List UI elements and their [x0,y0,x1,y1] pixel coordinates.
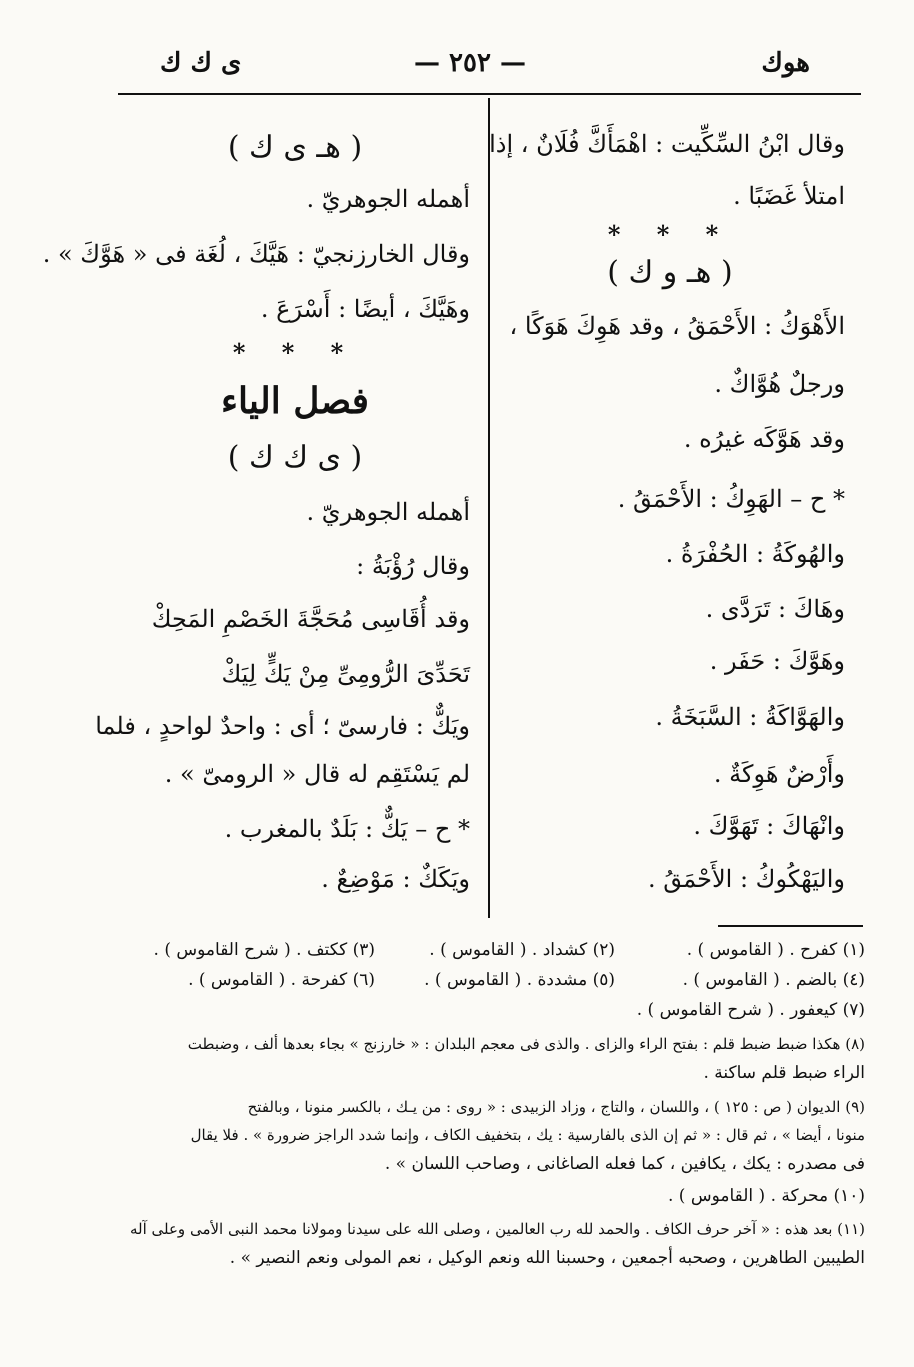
left-column [42,100,470,920]
section-separator: * * * [232,338,358,367]
footnote: الراء ضبط قلم ساكنة . [703,1063,865,1083]
entry-line: وقال رُؤْبَةُ : [356,552,470,580]
section-separator: * * * [607,220,733,249]
footnote: فى مصدره : يكك ، يكافين ، كما فعله الصاغانى ، وصاحب اللسان » . [384,1154,865,1174]
entry-line: وهَيَّكَ ، أيضًا : أَسْرَعَ . [260,295,470,323]
footnote: الطيبين الطاهرين ، وصحبه أجمعين ، وحسبنا الله ونعم الوكيل ، نعم المولى ونعم النصير » . [229,1248,865,1268]
footnote: (١) كفرح . ( القاموس ) . [686,940,865,960]
footnote: (٨) هكذا ضبط ضبط قلم : بفتح الراء والزاى . والذى فى معجم البلدان : « خارزنج » بجاء بعدها ألف ، وضبطت [187,1035,865,1053]
entry-line: امتلأ غَضَبًا . [733,182,845,210]
footnote: (٦) كفرحة . ( القاموس ) . [188,970,375,990]
footnote-row [125,970,865,998]
footnote: منونا ، أيضا » ، ثم قال : « ثم إن الذى بالفارسية : يك ، بتخفيف الكاف ، وإنما شدد الراجز ضرورة » . فلا يقال [190,1126,865,1144]
page-number: — ٢٥٢ — [413,48,527,78]
entry-line: * ح – يَكٌّ : بَلَدٌ بالمغرب . [224,815,470,843]
footnote-rule [718,925,863,927]
footnote: (١٠) محركة . ( القاموس ) . [667,1186,865,1206]
right-column [489,100,845,920]
footnote: (٤) بالضم . ( القاموس ) . [682,970,865,990]
chapter-title: فصل الياء [221,380,369,422]
entry-line: ويَكٌّ : فارسىّ ؛ أى : واحدٌ لواحدٍ ، فلما [95,712,470,740]
root-heading: ( هـ ى ك ) [227,130,363,165]
column-divider [488,98,490,918]
footnote: (٩) الديوان ( ص : ١٢٥ ) ، واللسان ، والتاج ، وزاد الزبيدى : « روى : من يـك ، بالكسر منونا ، وبالفتح [247,1098,865,1116]
entry-line: وهَوَّكَ : حَفَر . [709,647,845,675]
entry-line: وهَاكَ : تَرَدَّى . [705,595,845,623]
footnote-row [125,940,865,968]
page-header [120,40,820,90]
footnote: (٣) ككتف . ( شرح القاموس ) . [153,940,375,960]
entry-line: وقال ابْنُ السِّكِّيت : اهْمَأَكَّ فُلَانٌ ، إذا [489,130,845,158]
header-root-left: ى ك ك [160,48,242,78]
entry-line: والهَوَّاكَةُ : السَّبَخَةُ . [655,703,845,731]
entry-line: وقد هَوَّكَه غيرُه . [683,425,845,453]
footnotes [125,930,865,1300]
verse-line: وقد أُقَاسِى مُحَجَّةَ الخَصْمِ المَحِكْ [151,605,470,633]
entry-line: * ح – الهَوِكُ : الأَحْمَقُ . [617,485,845,513]
entry-line: واليَهْكُوكُ : الأَحْمَقُ . [648,865,845,893]
footnote: (١١) بعد هذه : « آخر حرف الكاف . والحمد لله رب العالمين ، وصلى الله على سيدنا ومولانا محمد النبى الأمى وعلى آله [129,1220,865,1238]
entry-line: وقال الخارزنجيّ : هَيَّكَ ، لُغَة فى « هَوَّكَ » . [42,240,470,268]
root-heading: ( ى ك ك ) [227,440,363,475]
entry-line: ورجلٌ هُوَّاكٌ . [714,370,845,398]
footnote: (٥) مشددة . ( القاموس ) . [424,970,615,990]
root-heading: ( هـ و ك ) [607,255,733,290]
entry-line: أهمله الجوهريّ . [306,185,470,213]
footnote: (٢) كشداد . ( القاموس ) . [429,940,615,960]
entry-line: لم يَسْتَقِم له قال « الرومىّ » . [164,760,470,788]
entry-line: وأَرْضٌ هَوِكَةٌ . [713,760,845,788]
entry-line: والهُوكَةُ : الحُفْرَةُ . [665,540,845,568]
header-rule [118,93,861,95]
header-root-right: هوك [761,48,810,78]
footnote: (٧) كيعفور . ( شرح القاموس ) . [636,1000,865,1020]
entry-line: الأَهْوَكُ : الأَحْمَقُ ، وقد هَوِكَ هَوَكًا ، [509,312,845,340]
verse-line: تَحَدِّىَ الرُّومِىِّ مِنْ يَكٍّ لِيَكْ [221,660,470,688]
entry-line: أهمله الجوهريّ . [306,498,470,526]
entry-line: ويَكَكٌ : مَوْضِعٌ . [321,865,470,893]
footnote-row [125,1000,865,1028]
entry-line: وانْهَاكَ : تَهَوَّكَ . [693,812,845,840]
